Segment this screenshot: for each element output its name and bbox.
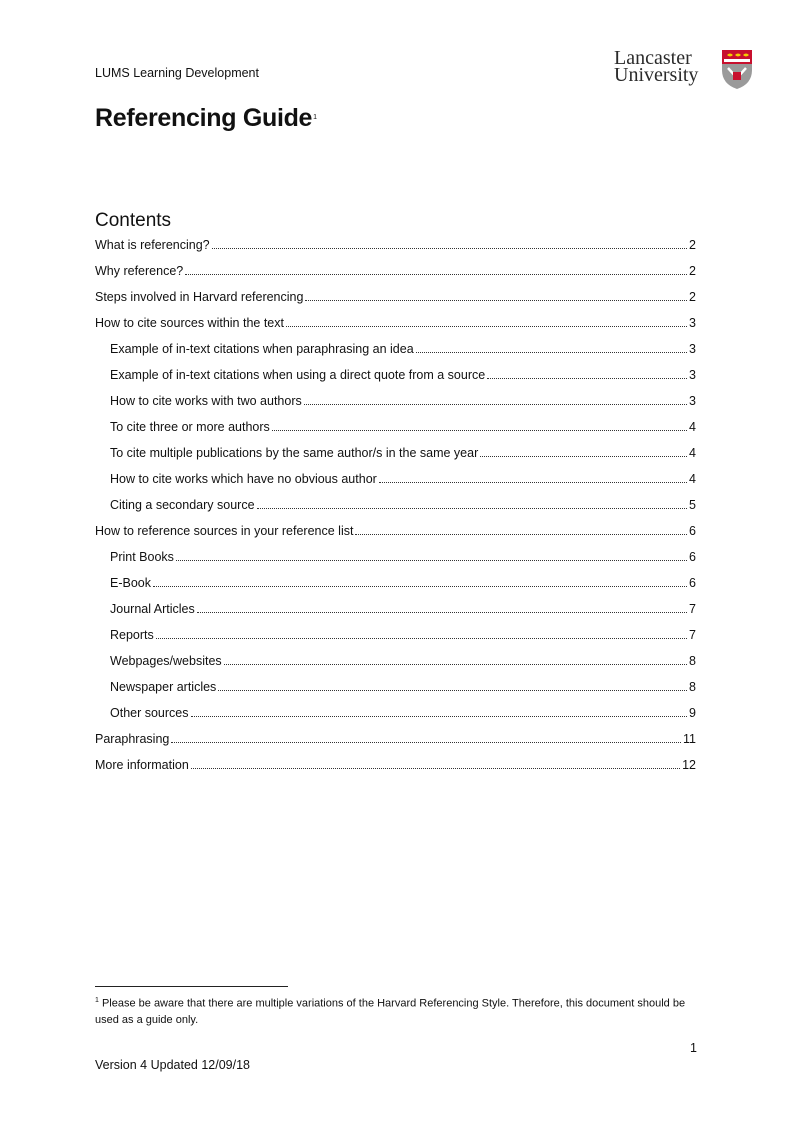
- toc-leader-dots: [218, 689, 687, 691]
- toc-entry-page: 4: [689, 472, 696, 486]
- toc-entry-title: Reports: [110, 628, 154, 642]
- toc-entry-title: More information: [95, 758, 189, 772]
- toc-entry-page: 7: [689, 628, 696, 642]
- toc-entry-page: 11: [683, 732, 696, 746]
- toc-leader-dots: [487, 377, 687, 379]
- toc-entry-page: 3: [689, 394, 696, 408]
- page-number: 1: [690, 1041, 697, 1055]
- toc-entry[interactable]: [110, 574, 696, 592]
- toc-entry-title: To cite three or more authors: [110, 420, 270, 434]
- page-title: [95, 104, 317, 133]
- toc-leader-dots: [224, 663, 687, 665]
- toc-leader-dots: [185, 273, 687, 275]
- toc-leader-dots: [212, 247, 687, 249]
- toc-entry-title: Steps involved in Harvard referencing: [95, 290, 304, 304]
- toc-entry-title: Example of in-text citations when paraphrasing an idea: [110, 342, 414, 356]
- toc-entry-page: 7: [689, 602, 696, 616]
- toc-entry[interactable]: [95, 314, 696, 332]
- toc-entry-title: To cite multiple publications by the same author/s in the same year: [110, 446, 479, 460]
- toc-leader-dots: [355, 533, 687, 535]
- toc-entry-title: How to reference sources in your reference list: [95, 524, 354, 538]
- toc-entry-page: 6: [689, 524, 696, 538]
- toc-entry[interactable]: [95, 730, 696, 748]
- toc-entry-title: How to cite works which have no obvious author: [110, 472, 377, 486]
- toc-leader-dots: [304, 403, 687, 405]
- toc-entry-page: 6: [689, 576, 696, 590]
- crest-icon: [720, 48, 754, 90]
- toc-entry-title: Journal Articles: [110, 602, 195, 616]
- toc-entry-page: 8: [689, 654, 696, 668]
- toc-entry-page: 9: [689, 706, 696, 720]
- toc-leader-dots: [379, 481, 687, 483]
- toc-entry[interactable]: [110, 600, 696, 618]
- toc-entry[interactable]: [110, 548, 696, 566]
- toc-leader-dots: [305, 299, 687, 301]
- toc-entry[interactable]: [110, 418, 696, 436]
- toc-entry-title: How to cite works with two authors: [110, 394, 302, 408]
- logo-word-university: University: [614, 64, 699, 86]
- toc-entry-title: Why reference?: [95, 264, 184, 278]
- toc-entry-page: 2: [689, 238, 696, 252]
- toc-entry[interactable]: [110, 340, 696, 358]
- toc-leader-dots: [156, 637, 687, 639]
- title-footnote-marker: 1: [313, 114, 317, 121]
- toc-entry[interactable]: [110, 626, 696, 644]
- toc-entry[interactable]: [110, 392, 696, 410]
- toc-entry-page: 3: [689, 342, 696, 356]
- toc-entry[interactable]: [110, 444, 696, 462]
- toc-entry-title: Citing a secondary source: [110, 498, 255, 512]
- toc-entry-title: Other sources: [110, 706, 189, 720]
- toc-leader-dots: [191, 715, 688, 717]
- toc-entry-page: 4: [689, 446, 696, 460]
- toc-entry-page: 4: [689, 420, 696, 434]
- toc-entry[interactable]: [110, 496, 696, 514]
- footnote-divider: [95, 986, 288, 987]
- toc-entry-page: 5: [689, 498, 696, 512]
- toc-entry-title: How to cite sources within the text: [95, 316, 284, 330]
- toc-leader-dots: [153, 585, 687, 587]
- toc-entry[interactable]: [95, 756, 696, 774]
- lancaster-university-logo: [614, 46, 756, 92]
- footnote-marker: 1: [95, 997, 99, 1004]
- toc-leader-dots: [257, 507, 688, 509]
- running-header: LUMS Learning Development: [95, 66, 259, 80]
- footnote-text: Please be aware that there are multiple variations of the Harvard Referencing Style. Therefore, this document should be used as a guide only.: [95, 997, 686, 1026]
- toc-entry[interactable]: [110, 366, 696, 384]
- toc-leader-dots: [176, 559, 687, 561]
- contents-heading: Contents: [95, 210, 172, 231]
- toc-entry[interactable]: [95, 262, 696, 280]
- toc-entry[interactable]: [95, 522, 696, 540]
- toc-entry[interactable]: [110, 652, 696, 670]
- toc-leader-dots: [416, 351, 687, 353]
- title-text: Referencing Guide: [95, 104, 313, 132]
- toc-entry-page: 2: [689, 290, 696, 304]
- toc-entry-title: What is referencing?: [95, 238, 210, 252]
- version-footer: Version 4 Updated 12/09/18: [95, 1058, 250, 1072]
- toc-entry-title: Example of in-text citations when using a direct quote from a source: [110, 368, 486, 382]
- toc-entry-page: 3: [689, 368, 696, 382]
- toc-entry[interactable]: [95, 236, 696, 254]
- toc-entry-page: 2: [689, 264, 696, 278]
- toc-leader-dots: [272, 429, 687, 431]
- toc-entry-title: Print Books: [110, 550, 174, 564]
- toc-entry-title: Newspaper articles: [110, 680, 217, 694]
- toc-entry-page: 3: [689, 316, 696, 330]
- logo-word-lancaster: Lancaster: [614, 47, 692, 69]
- toc-leader-dots: [197, 611, 687, 613]
- toc-entry-title: E-Book: [110, 576, 151, 590]
- toc-entry[interactable]: [95, 288, 696, 306]
- toc-entry[interactable]: [110, 704, 696, 722]
- toc-entry-page: 8: [689, 680, 696, 694]
- toc-leader-dots: [191, 767, 680, 769]
- toc-leader-dots: [286, 325, 687, 327]
- toc-entry-page: 12: [682, 758, 696, 772]
- toc-leader-dots: [171, 741, 681, 743]
- toc-entry[interactable]: [110, 470, 696, 488]
- toc-entry[interactable]: [110, 678, 696, 696]
- toc-leader-dots: [480, 455, 687, 457]
- toc-entry-page: 6: [689, 550, 696, 564]
- toc-entry-title: Paraphrasing: [95, 732, 170, 746]
- footnote: [95, 993, 698, 1028]
- toc-entry-title: Webpages/websites: [110, 654, 222, 668]
